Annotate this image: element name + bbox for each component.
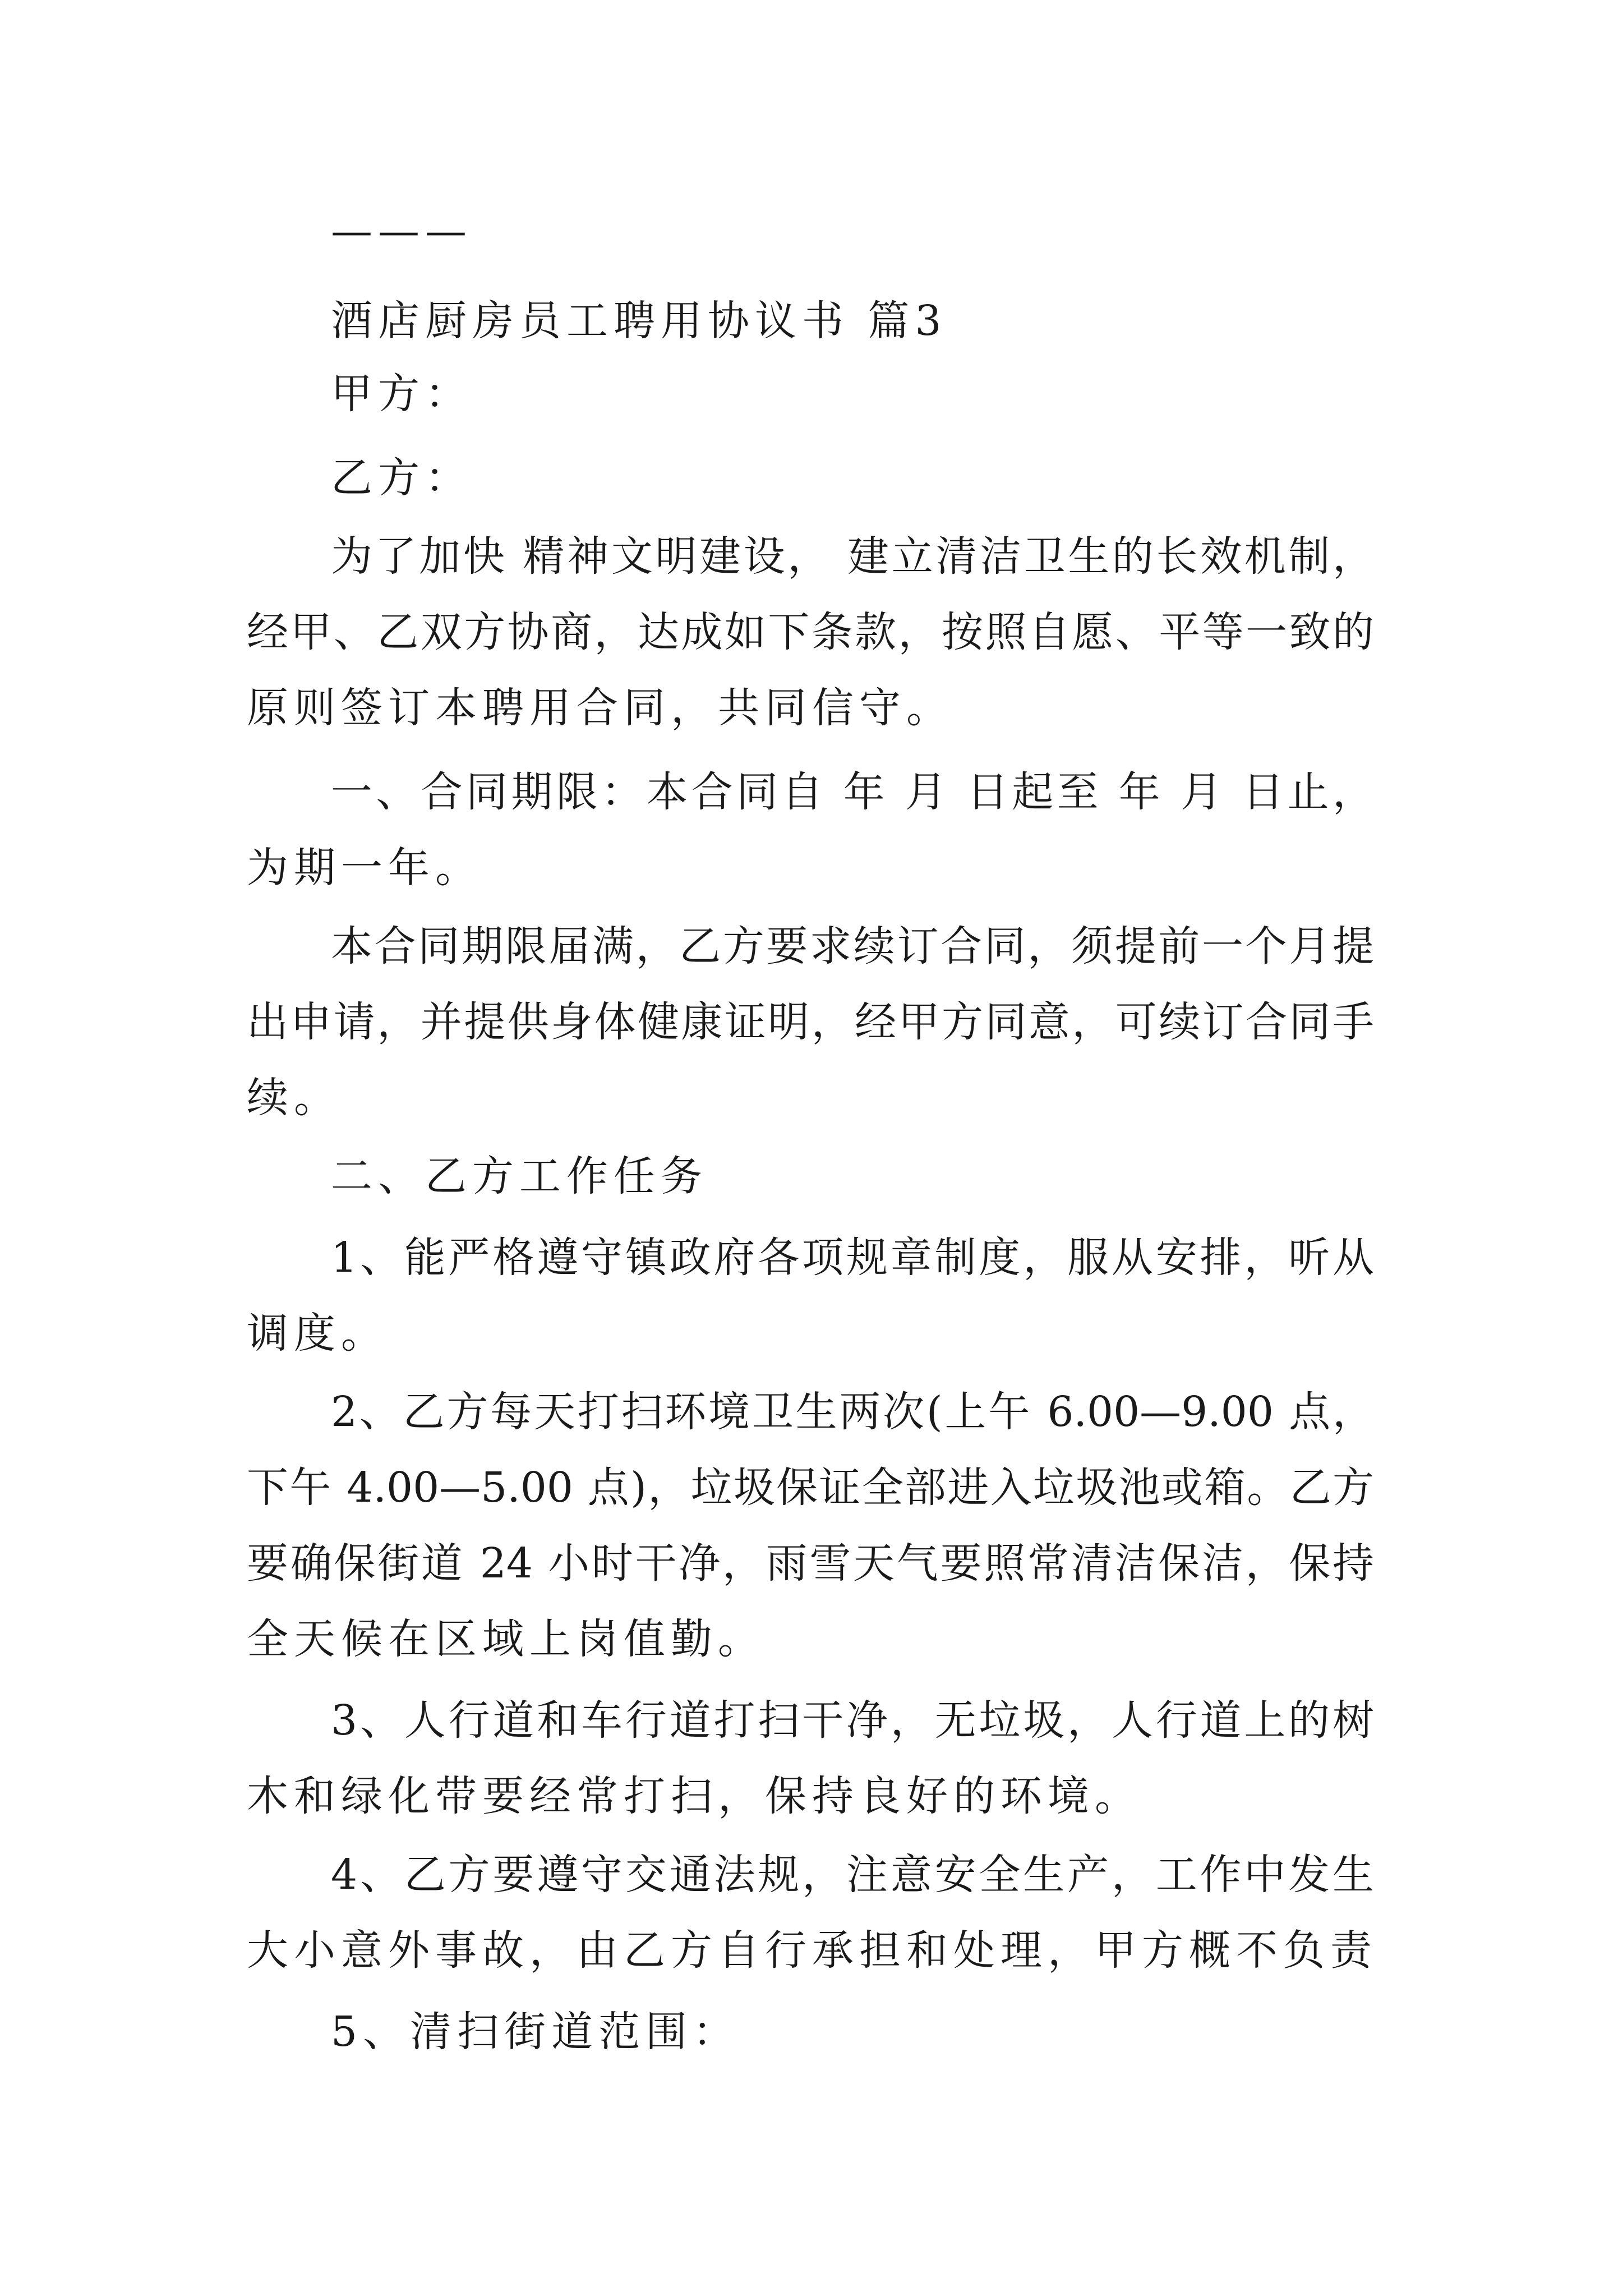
paragraph-line: 木和绿化带要经常打扫，保持良好的环境。	[247, 1772, 1142, 1820]
paragraph-line: 全天候在区域上岗值勤。	[247, 1615, 765, 1663]
paragraph-line: 续。	[247, 1074, 341, 1122]
paragraph-line: 出申请，并提供身体健康证明，经甲方同意，可续订合同手	[247, 998, 1374, 1046]
party-a-label: 甲方：	[331, 370, 472, 418]
paragraph-line: 2、乙方每天打扫环境卫生两次(上午 6.00—9.00 点，	[331, 1388, 1374, 1436]
paragraph-line: 大小意外事故，由乙方自行承担和处理，甲方概不负责	[247, 1926, 1377, 1975]
document-title: 酒店厨房员工聘用协议书 篇3	[331, 297, 947, 345]
paragraph-line: 原则签订本聘用合同，共同信守。	[247, 684, 953, 732]
section-heading: 二、乙方工作任务	[331, 1152, 708, 1200]
paragraph-line: 调度。	[247, 1309, 388, 1358]
paragraph-line: 本合同期限届满，乙方要求续订合同，须提前一个月提	[331, 922, 1374, 970]
paragraph-line: 经甲、乙双方协商，达成如下条款，按照自愿、平等一致的	[247, 608, 1374, 656]
paragraph-line: 要确保街道 24 小时干净，雨雪天气要照常清洁保洁，保持	[247, 1539, 1374, 1588]
party-b-label: 乙方：	[331, 454, 472, 502]
paragraph-line: 1、能严格遵守镇政府各项规章制度，服从安排，听从	[331, 1234, 1374, 1282]
paragraph-line: 为期一年。	[247, 844, 482, 892]
paragraph-line: 5、清扫街道范围：	[331, 2008, 740, 2056]
separator: ———	[331, 207, 472, 255]
paragraph-line: 3、人行道和车行道打扫干净，无垃圾，人行道上的树	[331, 1696, 1374, 1745]
paragraph-line: 下午 4.00—5.00 点)，垃圾保证全部进入垃圾池或箱。乙方	[247, 1464, 1374, 1512]
paragraph-line: 为了加快 精神文明建设， 建立清洁卫生的长效机制，	[331, 532, 1374, 581]
paragraph-line: 一、合同期限：本合同自 年 月 日起至 年 月 日止，	[331, 768, 1374, 816]
paragraph-line: 4、乙方要遵守交通法规，注意安全生产，工作中发生	[331, 1851, 1374, 1899]
